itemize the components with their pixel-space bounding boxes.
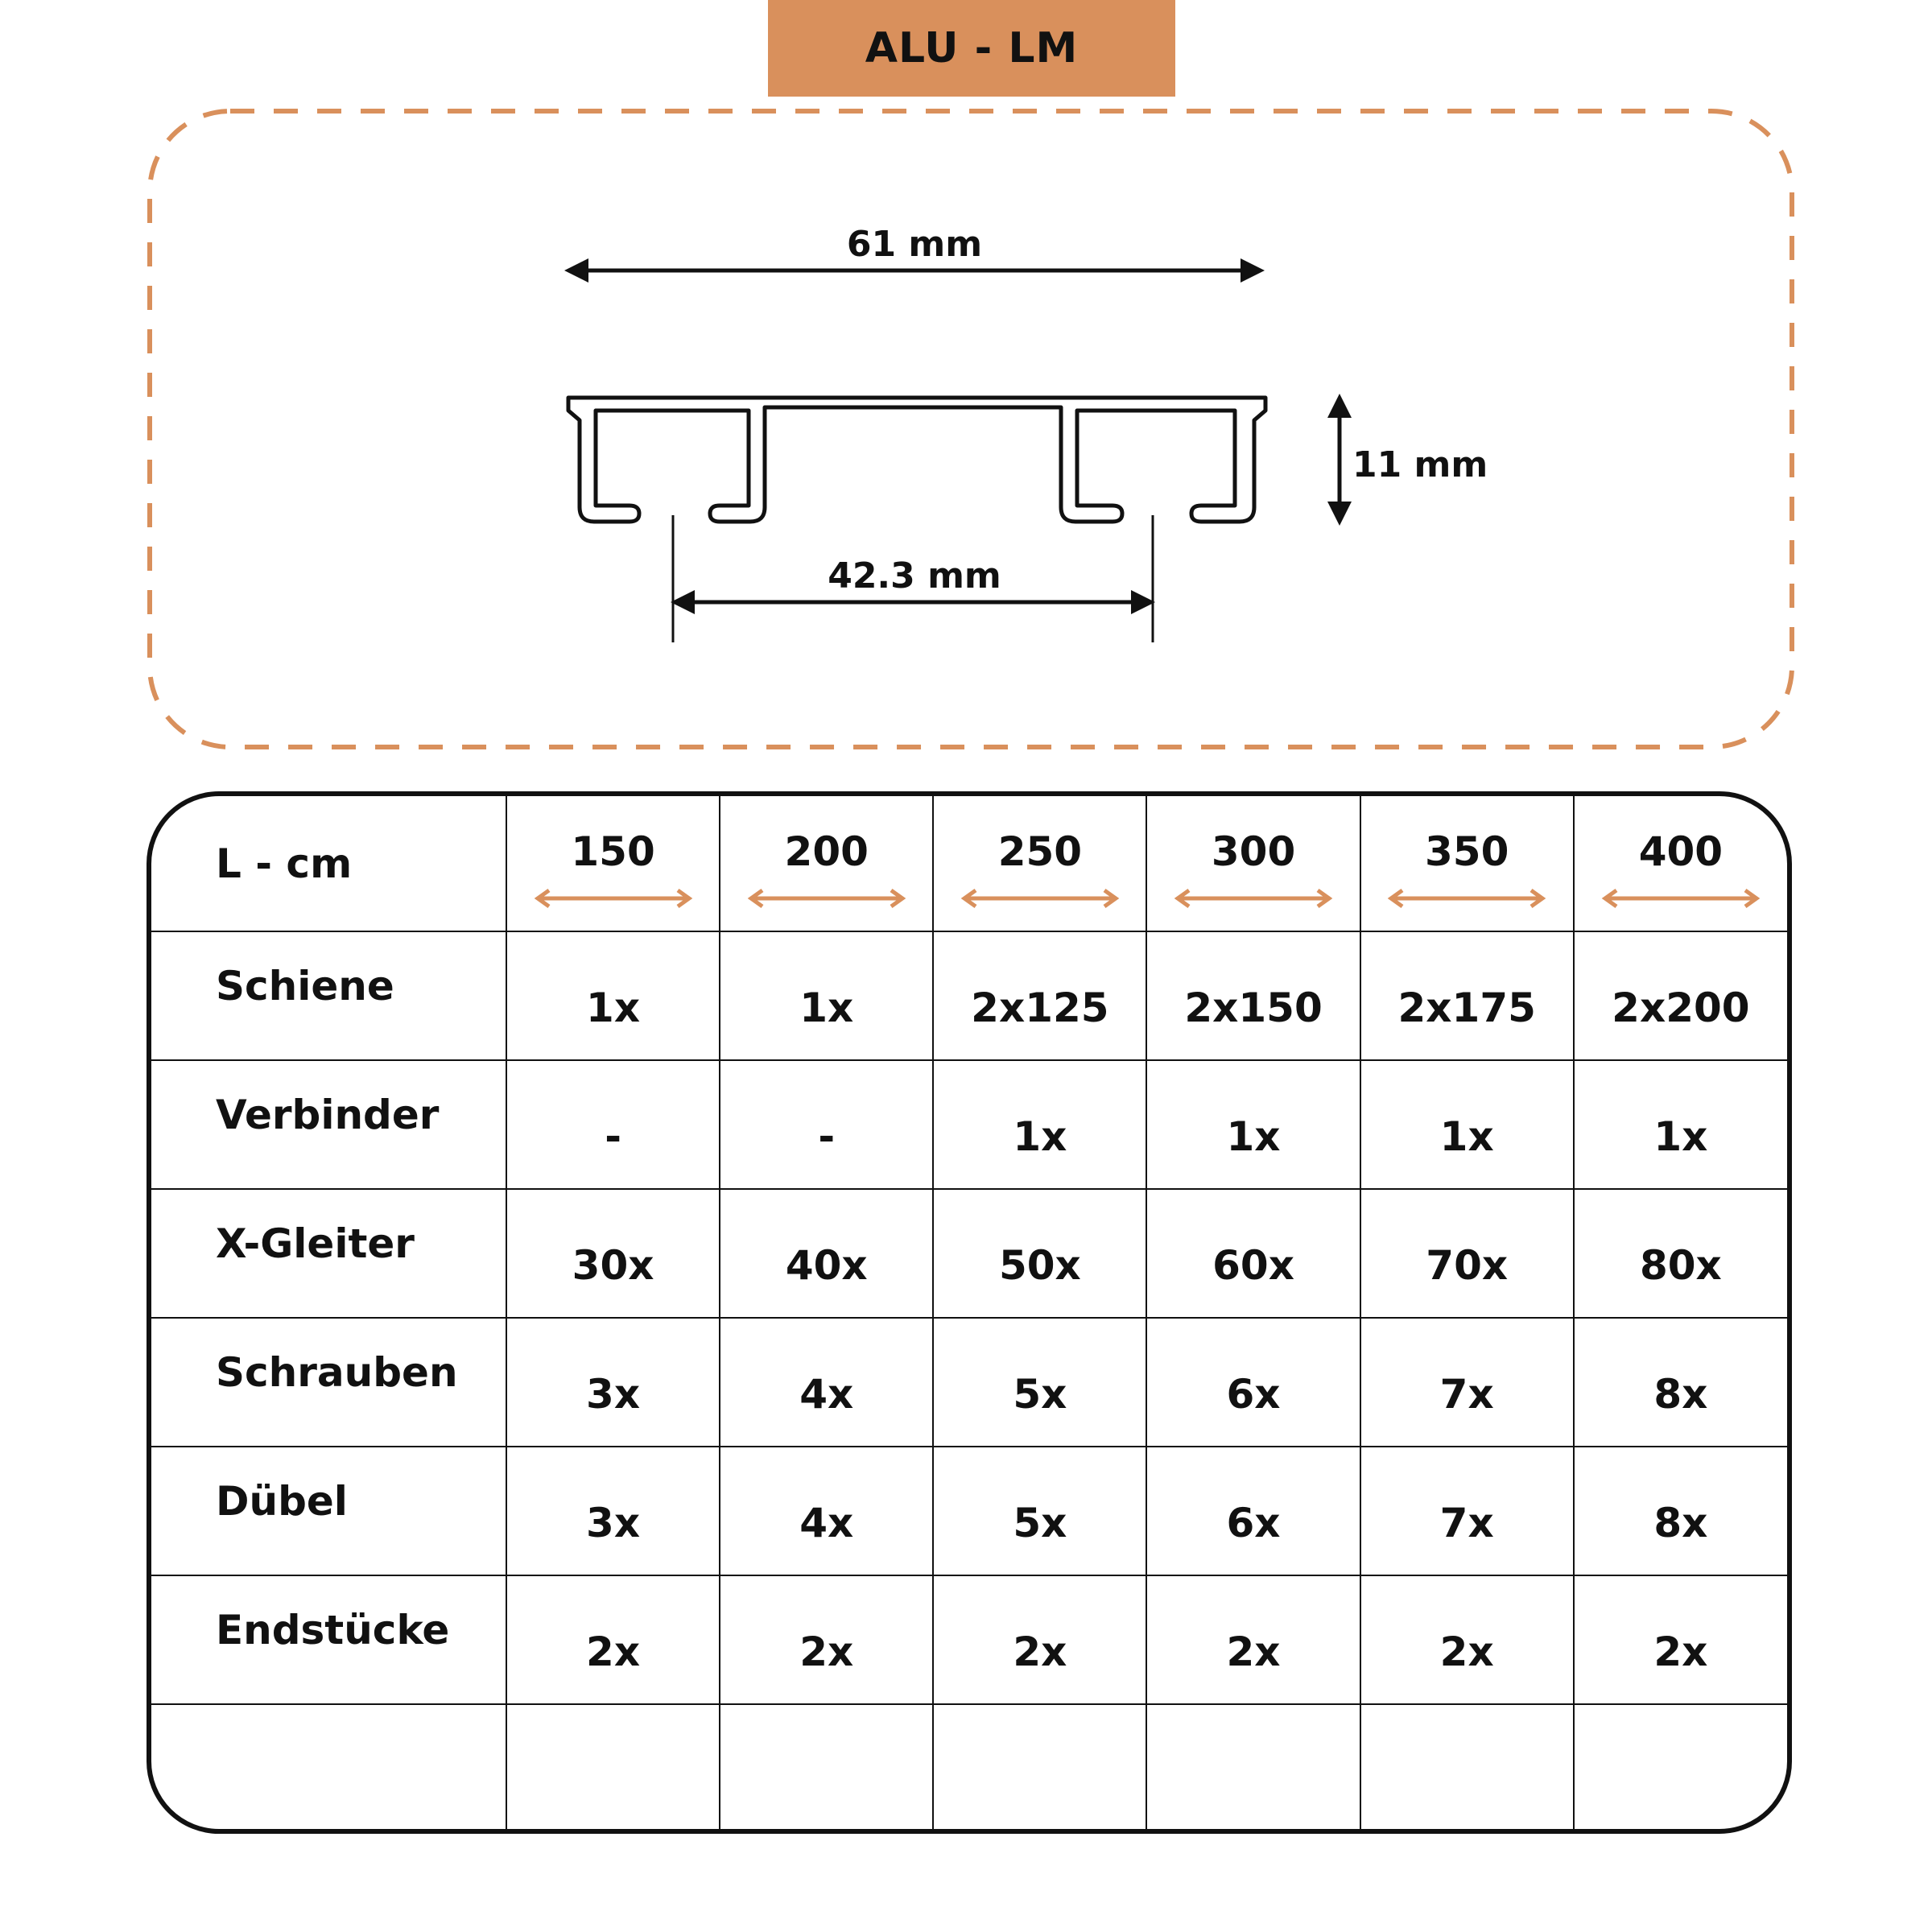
row-label: Schiene	[151, 931, 506, 1060]
table-cell: 4x	[720, 1318, 933, 1447]
table-row	[151, 1060, 1787, 1189]
empty-cell	[1574, 1704, 1787, 1833]
length-arrow-icon	[746, 886, 907, 910]
table-cell: 8x	[1574, 1447, 1787, 1575]
length-arrow-icon	[1386, 886, 1547, 910]
table-cell: 6x	[1146, 1318, 1360, 1447]
table-cell: 3x	[506, 1447, 720, 1575]
page-title: ALU - LM	[865, 24, 1079, 72]
table-cell: 1x	[933, 1060, 1146, 1189]
row-label: Verbinder	[151, 1060, 506, 1189]
table-cell: 2x125	[933, 931, 1146, 1060]
table-cell: 2x	[506, 1575, 720, 1704]
table-cell: 1x	[1360, 1060, 1574, 1189]
table-cell: 40x	[720, 1189, 933, 1318]
table-cell: 1x	[1146, 1060, 1360, 1189]
table-cell: 2x200	[1574, 931, 1787, 1060]
row-label: Schrauben	[151, 1318, 506, 1447]
table-cell: 1x	[506, 931, 720, 1060]
empty-cell	[1360, 1704, 1574, 1833]
table-header-row	[151, 796, 1787, 931]
length-value: 350	[1425, 828, 1509, 875]
table-row	[151, 1318, 1787, 1447]
empty-cell	[506, 1704, 720, 1833]
table-row	[151, 1575, 1787, 1704]
table-cell: 2x	[1146, 1575, 1360, 1704]
length-column-header	[1146, 796, 1360, 931]
table-cell: 3x	[506, 1318, 720, 1447]
table-cell: 2x150	[1146, 931, 1360, 1060]
dashed-frame	[150, 111, 1792, 747]
empty-row	[151, 1704, 1787, 1833]
length-arrow-icon	[1600, 886, 1761, 910]
length-column-header	[1574, 796, 1787, 931]
table-cell: 8x	[1574, 1318, 1787, 1447]
empty-cell	[151, 1704, 506, 1833]
table-cell: 1x	[720, 931, 933, 1060]
length-column-header	[506, 796, 720, 931]
length-column-header	[933, 796, 1146, 931]
width-label: 61 mm	[846, 224, 983, 265]
length-value: 250	[997, 828, 1083, 875]
table-cell: 60x	[1146, 1189, 1360, 1318]
empty-cell	[1146, 1704, 1360, 1833]
table-row	[151, 931, 1787, 1060]
table-cell: 7x	[1360, 1318, 1574, 1447]
row-label: X-Gleiter	[151, 1189, 506, 1318]
length-value: 150	[571, 828, 655, 875]
length-arrow-icon	[1173, 886, 1334, 910]
table-cell: 30x	[506, 1189, 720, 1318]
length-column-header	[1360, 796, 1574, 931]
length-value: 300	[1211, 828, 1296, 875]
table-cell: 7x	[1360, 1447, 1574, 1575]
table-row	[151, 1189, 1787, 1318]
table-cell: -	[720, 1060, 933, 1189]
rail-profile	[568, 398, 1265, 522]
table-row	[151, 1447, 1787, 1575]
length-value: 200	[784, 828, 869, 875]
parts-table-frame	[147, 791, 1792, 1834]
table-cell: 80x	[1574, 1189, 1787, 1318]
table-cell: 4x	[720, 1447, 933, 1575]
profile-diagram	[0, 0, 1932, 773]
table-cell: 2x	[933, 1575, 1146, 1704]
table-cell: 2x	[720, 1575, 933, 1704]
length-column-header	[720, 796, 933, 931]
length-arrow-icon	[960, 886, 1121, 910]
table-cell: 5x	[933, 1447, 1146, 1575]
table-cell: 1x	[1574, 1060, 1787, 1189]
length-header-label: L - cm	[151, 796, 506, 931]
empty-cell	[933, 1704, 1146, 1833]
table-cell: -	[506, 1060, 720, 1189]
table-cell: 2x	[1360, 1575, 1574, 1704]
table-cell: 2x	[1574, 1575, 1787, 1704]
table-cell: 6x	[1146, 1447, 1360, 1575]
height-label: 11 mm	[1352, 444, 1488, 485]
row-label: Dübel	[151, 1447, 506, 1575]
table-cell: 50x	[933, 1189, 1146, 1318]
parts-table	[151, 796, 1787, 1833]
table-cell: 70x	[1360, 1189, 1574, 1318]
table-cell: 5x	[933, 1318, 1146, 1447]
length-value: 400	[1638, 828, 1724, 875]
table-cell: 2x175	[1360, 931, 1574, 1060]
row-label: Endstücke	[151, 1575, 506, 1704]
length-arrow-icon	[533, 886, 694, 910]
inner-label: 42.3 mm	[828, 555, 1001, 597]
empty-cell	[720, 1704, 933, 1833]
